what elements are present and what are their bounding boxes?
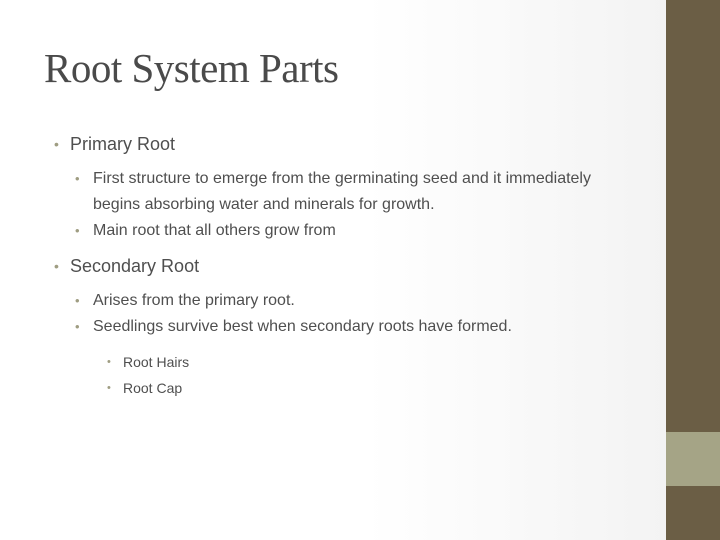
bullet-list — [54, 131, 634, 401]
sub-bullet-item — [54, 314, 634, 340]
slide-title: Root System Parts — [44, 45, 339, 91]
sub-sub-bullet-item — [54, 349, 634, 375]
sub-bullet-text: Arises from the primary root. — [93, 292, 295, 309]
sub-bullet-text: Seedlings survive best when secondary roots have formed. — [93, 318, 512, 335]
bullet-dot-icon: • — [107, 356, 111, 368]
bullet-text: Secondary Root — [70, 256, 200, 276]
sub-bullet-item — [54, 288, 634, 314]
sub-bullet-item — [54, 166, 634, 218]
bullet-item-secondary-root — [54, 253, 634, 279]
sub-bullet-item — [54, 218, 634, 244]
sub-bullet-text: Main root that all others grow from — [93, 222, 336, 239]
sub-sub-bullet-text: Root Cap — [123, 380, 183, 396]
side-band-top-block — [666, 0, 720, 432]
bullet-dot-icon: • — [75, 319, 80, 334]
sub-bullet-text: First structure to emerge from the germinating seed and it immediately begins absorbing water and minerals for growth. — [93, 170, 591, 213]
bullet-dot-icon: • — [54, 258, 59, 274]
bullet-dot-icon: • — [107, 382, 111, 394]
bullet-text: Primary Root — [70, 134, 176, 154]
sub-sub-bullet-item — [54, 375, 634, 401]
bullet-item-primary-root — [54, 131, 634, 157]
side-band-accent-block — [666, 432, 720, 486]
bullet-dot-icon: • — [75, 223, 80, 238]
sub-sub-bullet-text: Root Hairs — [123, 354, 190, 370]
decorative-side-band — [666, 0, 720, 540]
side-band-bottom-block — [666, 486, 720, 540]
bullet-dot-icon: • — [75, 293, 80, 308]
bullet-dot-icon: • — [54, 136, 59, 152]
bullet-dot-icon: • — [75, 171, 80, 186]
